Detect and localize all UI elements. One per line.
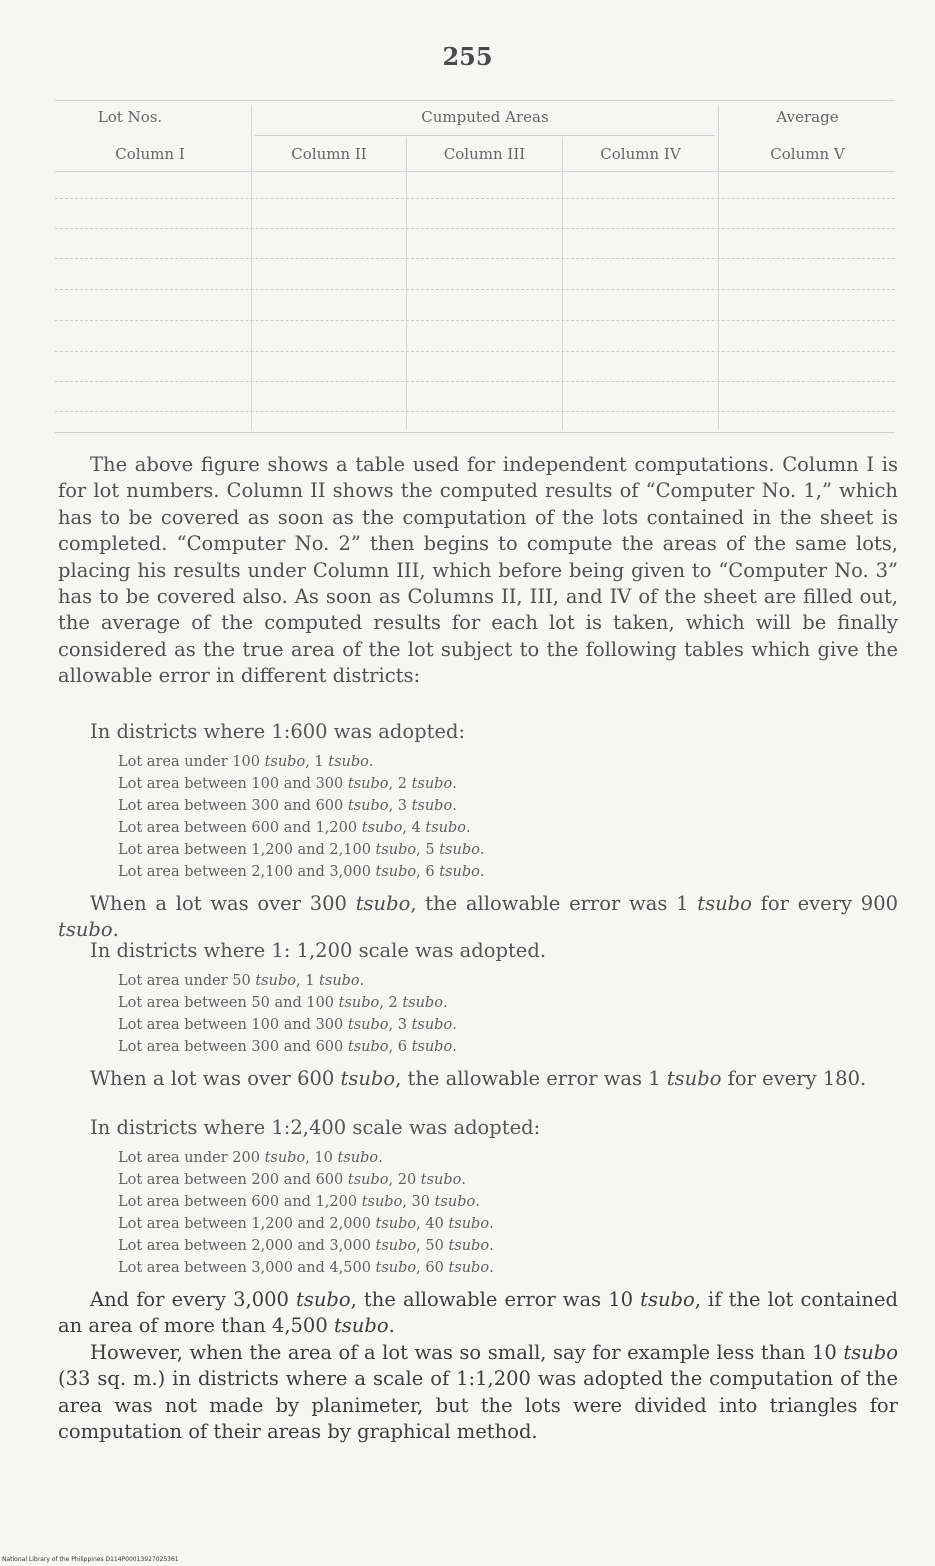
- header-average: Average: [776, 108, 839, 126]
- column-header-rule: [55, 171, 895, 172]
- district-2400-tail: And for every 3,000 tsubo, the allowable error was 10 tsubo, if the lot contained an area of more than 4,500 tsubo.: [58, 1288, 898, 1338]
- district-600-rules: [58, 751, 898, 883]
- rule-item: Lot area between 300 and 600 tsubo, 3 tsubo.: [118, 798, 457, 814]
- rule-item: Lot area between 200 and 600 tsubo, 20 tsubo.: [118, 1172, 467, 1188]
- header-column-4: Column IV: [600, 145, 681, 163]
- rule-item: Lot area between 100 and 300 tsubo, 2 tsubo.: [118, 776, 457, 792]
- table-bottom-rule: [55, 432, 895, 433]
- page-number: 255: [442, 42, 493, 71]
- final-block: [58, 1340, 898, 1446]
- final-paragraph: However, when the area of a lot was so small, say for example less than 10 tsubo (33 sq. m.) in districts where a scale of 1:1,200 was adopted the computation of the area was not made by planimeter, but the lots were divided into triangles for computation of their areas by graphical method.: [58, 1341, 898, 1444]
- header-column-3: Column III: [443, 145, 526, 163]
- header-lot-nos: Lot Nos.: [97, 108, 163, 126]
- district-2400-rules: [58, 1147, 898, 1279]
- computation-table: [55, 95, 895, 435]
- district-600-lead: In districts where 1:600 was adopted:: [90, 720, 466, 743]
- district-600-tail: When a lot was over 300 tsubo, the allowable error was 1 tsubo for every 900 tsubo.: [58, 892, 899, 942]
- district-1200-tail: When a lot was over 600 tsubo, the allowable error was 1 tsubo for every 180.: [90, 1067, 867, 1090]
- table-row-line: [55, 411, 895, 412]
- rule-item: Lot area between 100 and 300 tsubo, 3 tsubo.: [118, 1017, 457, 1033]
- table-row-line: [55, 228, 895, 229]
- table-row-line: [55, 381, 895, 382]
- district-2400-lead: In districts where 1:2,400 scale was adopted:: [90, 1116, 541, 1139]
- district-600-block: [58, 719, 898, 944]
- table-row-line: [55, 351, 895, 352]
- table-row-line: [55, 198, 895, 199]
- header-column-5: Column V: [770, 145, 845, 163]
- column-divider: [406, 137, 407, 430]
- rule-item: Lot area between 600 and 1,200 tsubo, 4 tsubo.: [118, 820, 471, 836]
- rule-item: Lot area between 600 and 1,200 tsubo, 30 tsubo.: [118, 1194, 480, 1210]
- header-computed-areas: Cumputed Areas: [421, 108, 549, 126]
- library-credit: National Library of the Philippines D114P00013927025361: [2, 1556, 179, 1563]
- rule-item: Lot area under 200 tsubo, 10 tsubo.: [118, 1150, 383, 1166]
- rule-item: Lot area under 50 tsubo, 1 tsubo.: [118, 973, 365, 989]
- table-row-line: [55, 320, 895, 321]
- district-1200-lead: In districts where 1: 1,200 scale was adopted.: [90, 939, 547, 962]
- rule-item: Lot area under 100 tsubo, 1 tsubo.: [118, 754, 374, 770]
- rule-item: Lot area between 2,000 and 3,000 tsubo, 50 tsubo.: [118, 1238, 494, 1254]
- rule-item: Lot area between 2,100 and 3,000 tsubo, 6 tsubo.: [118, 864, 485, 880]
- rule-item: Lot area between 1,200 and 2,100 tsubo, 5 tsubo.: [118, 842, 485, 858]
- intro-block: [58, 452, 898, 690]
- header-column-2: Column II: [291, 145, 367, 163]
- district-1200-rules: [58, 970, 898, 1058]
- rule-item: Lot area between 3,000 and 4,500 tsubo, 60 tsubo.: [118, 1260, 494, 1276]
- intro-paragraph: The above figure shows a table used for independent computations. Column I is for lot numbers. Column II shows the computed results of “Computer No. 1,” which has to be covered as soon as the computation of the lots contained in the sheet is completed. “Computer No. 2” then begins to compute the areas of the same lots, placing his results under Column III, which before being given to “Computer No. 3” has to be covered also. As soon as Columns II, III, and IV of the sheet are filled out, the average of the computed results for each lot is taken, which will be finally considered as the true area of the lot subject to the following tables which give the allowable error in different districts:: [58, 453, 898, 688]
- district-1200-block: [58, 938, 898, 1092]
- table-row-line: [55, 289, 895, 290]
- table-row-line: [55, 258, 895, 259]
- table-top-rule: [55, 100, 895, 101]
- rule-item: Lot area between 300 and 600 tsubo, 6 tsubo.: [118, 1039, 457, 1055]
- group-header-rule: [255, 135, 715, 136]
- header-column-1: Column I: [115, 145, 185, 163]
- rule-item: Lot area between 50 and 100 tsubo, 2 tsubo.: [118, 995, 448, 1011]
- rule-item: Lot area between 1,200 and 2,000 tsubo, 40 tsubo.: [118, 1216, 494, 1232]
- district-2400-block: [58, 1115, 898, 1340]
- column-divider: [562, 137, 563, 430]
